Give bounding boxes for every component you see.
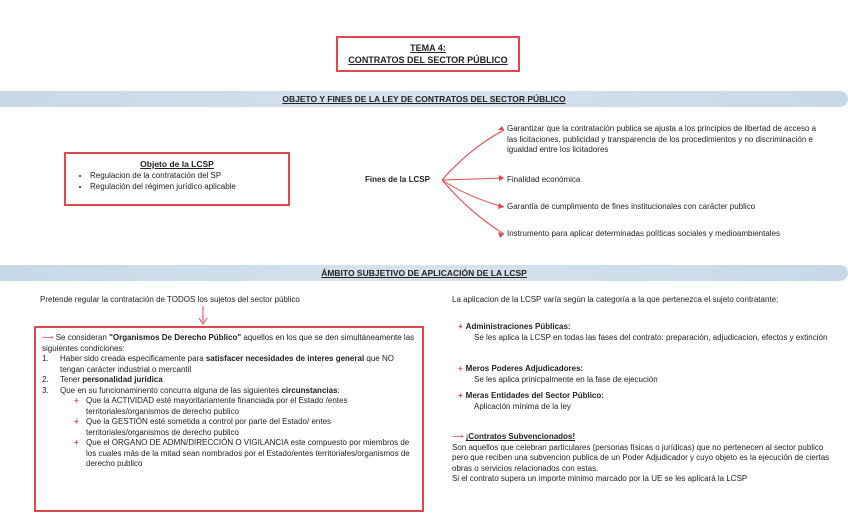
odp-condition: 3. Que en su funcionaminento concurra alguna de las siguientes circunstancias:	[42, 385, 340, 395]
arrow-right-icon: ⟶	[42, 333, 54, 342]
odp-condition: 1. Haber sido creada especificamente para satisfacer necesidades de interes general que NO tengan carácter industrial o mercantil	[42, 354, 394, 374]
plus-icon: +	[458, 391, 463, 400]
fines-item: Instrumento para aplicar determinadas políticas sociales y medioambientales	[507, 229, 781, 238]
plus-icon: +	[74, 438, 79, 447]
plus-icon: +	[74, 417, 79, 426]
plus-icon: +	[74, 396, 79, 405]
fines-item: Garantía de cumplimiento de fines institucionales con carácter publico	[507, 202, 756, 211]
section-objeto-fines-heading: OBJETO Y FINES DE LA LEY DE CONTRATOS DEL SECTOR PÚBLICO	[0, 91, 848, 107]
odp-box	[34, 326, 424, 512]
odp-lead: ⟶ Se consideran "Organismos De Derecho Público" aquellos en los que se den simultáneamente las siguientes condiciones:	[42, 333, 415, 353]
plus-icon: +	[458, 364, 463, 373]
objeto-item: • Regulación del régimen jurídico aplicable	[90, 181, 280, 192]
categoria-poderes: + Meros Poderes Adjudicadores: Se les aplica prinicpalmente en la fase de ejecución	[458, 364, 658, 384]
subvencionados-text-2: Si el contrato supera un importe minimo marcado por la UE se les aplicará la LCSP	[452, 474, 748, 483]
plus-icon: +	[458, 322, 463, 331]
objeto-heading: Objeto de la LCSP	[140, 159, 214, 169]
objeto-item: • Regulacion de la contratación del SP	[90, 170, 280, 181]
odp-circumstance: + Que la ACTIVIDAD esté mayoritariamente financiada por el Estado /entes territoriales/organismos de derecho publico	[74, 396, 348, 416]
subvencionados-heading: ¡Contratos Subvencionados!	[465, 432, 576, 441]
subvencionados-text: Son aquellos que celebran particulares (personas físicas o jurídicas) que no pertenecen al sector publico pero que reciben una subvencion publica de un Poder Adjudicador y cuyo objeto es la ejecución de ciertas obras o servicios relacionados con estas.	[452, 442, 830, 473]
subvencionados-block	[452, 432, 832, 485]
odp-condition: 2. Tener personalidad jurídica	[42, 375, 163, 384]
categoria-admin: + Administraciones Públicas: Se les aplica la LCSP en todas las fases del contrato: preparación, adjudicacion, efectos y extinción	[458, 322, 828, 342]
ambito-intro: Pretende regular la contratación de TODOS los sujetos del sector público	[40, 295, 300, 304]
down-arrow-icon	[198, 306, 208, 326]
objeto-box	[64, 152, 290, 206]
fines-item: Finalidad económica	[507, 175, 581, 184]
title-line-2: CONTRATOS DEL SECTOR PÚBLICO	[348, 55, 508, 65]
fines-item: Garantizar que la contratación publica se ajusta a los principios de libertad de acceso a las licitaciones, publicidad y transparencia de los procedimientos y no discriminación e igualdad entre los licitadores	[507, 124, 817, 154]
odp-circumstance: + Que la GESTIÓN esté sometida a control por parte del Estado/ entes territoriales/organismos de derecho publico	[74, 417, 332, 437]
categoria-entidades: + Meras Entidades del Sector Público: Aplicación mínima de la ley	[458, 391, 604, 411]
arrow-right-icon: ⟶	[452, 432, 464, 441]
page-title	[336, 36, 520, 72]
fines-label: Fines de la LCSP	[365, 175, 430, 184]
categorias-intro: La aplicacion de la LCSP varía según la categoría a la que pertenezca el sujeto contratante:	[452, 295, 779, 304]
title-line-1: TEMA 4:	[410, 43, 446, 53]
section-ambito-heading: ÁMBITO SUBJETIVO DE APLICACIÓN DE LA LCSP	[0, 265, 848, 281]
odp-circumstance: + Que el ORGANO DE ADMN/DIRECCIÓN O VIGILANCIA este compuesto por miembros de los cuales más de la mitad sean nombrados por el Estado/entes territoriales/organismos de derecho publico	[74, 438, 410, 468]
objeto-list	[74, 170, 280, 192]
